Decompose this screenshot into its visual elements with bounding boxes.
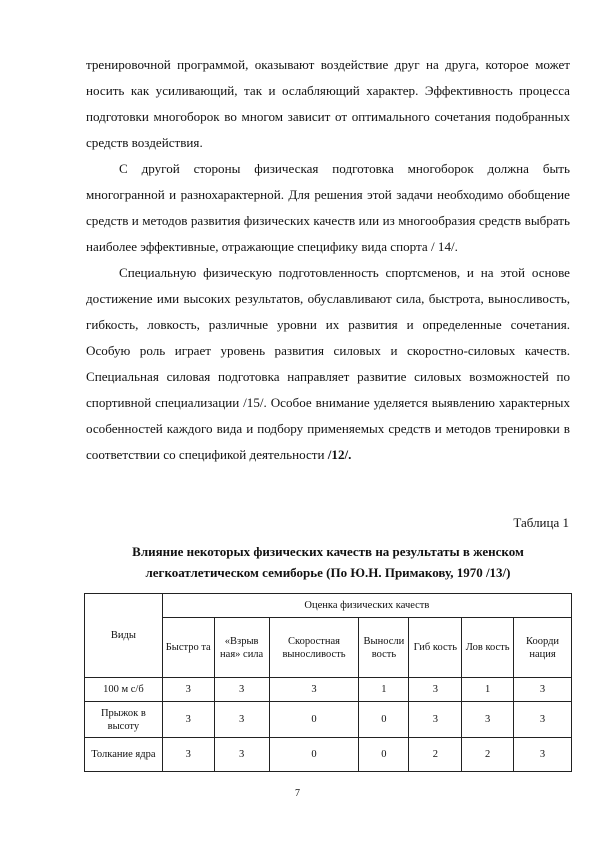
header-speed: Быстро та	[162, 618, 214, 678]
table-cell: 3	[269, 678, 359, 702]
header-explosive-strength: «Взрыв ная» сила	[214, 618, 269, 678]
paragraph-3-text: Специальную физическую подготовленность спортсменов, и на этой основе достижение ими высоких результатов, обуславливают сила, быстрота, выносливость, гибкость, ловкость, различные уровни их развития и определенные сочетания. Особую роль играет уровень развития силовых и скоростно-силовых качеств. Специальная силовая подготовка направляет развитие силовых возможностей по спортивной специализации /15/. Особое внимание уделяется выявлению характерных особенностей каждого вида и подбору применяемых средств и методов тренировки в соответствии со спецификой деятельности	[86, 265, 570, 462]
table-cell: 0	[269, 738, 359, 772]
paragraph-2: С другой стороны физическая подготовка многоборок должна быть многогранной и разнохарактерной. Для решения этой задачи необходимо обобщение средств и методов развития физических качеств или из многообразия средств выбрать наиболее эффективные, отражающие специфику вида спорта / 14/.	[86, 161, 570, 254]
header-speed-endurance: Скоростная выносливость	[269, 618, 359, 678]
table-cell: 0	[359, 702, 409, 738]
table-cell: 2	[462, 738, 514, 772]
paragraph-1: тренировочной программой, оказывают воздействие друг на друга, которое может носить как усиливающий, так и ослабляющий характер. Эффективность процесса подготовки многоборок во многом зависит от оптимального сочетания подобранных средств воздействия.	[86, 57, 570, 150]
paragraph-3-reference: /12/.	[327, 447, 352, 462]
body-text	[86, 52, 570, 468]
header-flexibility: Гиб кость	[409, 618, 462, 678]
qualities-table	[84, 593, 572, 772]
header-agility: Лов кость	[462, 618, 514, 678]
page-number: 7	[295, 788, 300, 799]
table-cell: 3	[162, 738, 214, 772]
row-name: Толкание ядра	[85, 738, 163, 772]
row-name: Прыжок в высоту	[85, 702, 163, 738]
table-cell: 0	[269, 702, 359, 738]
table-cell: 3	[162, 678, 214, 702]
table-header-row	[85, 594, 572, 618]
header-group: Оценка физических качеств	[162, 594, 571, 618]
header-vidy: Виды	[85, 594, 163, 678]
table-cell: 1	[359, 678, 409, 702]
table-cell: 3	[214, 678, 269, 702]
table-row	[85, 702, 572, 738]
table-cell: 3	[162, 702, 214, 738]
header-endurance: Выносли вость	[359, 618, 409, 678]
table-cell: 3	[214, 738, 269, 772]
row-name: 100 м с/б	[85, 678, 163, 702]
paragraph-3	[86, 260, 570, 468]
table-cell: 3	[514, 678, 572, 702]
table-cell: 3	[214, 702, 269, 738]
table-cell: 3	[409, 678, 462, 702]
table-row	[85, 738, 572, 772]
table-cell: 3	[409, 702, 462, 738]
table-cell: 0	[359, 738, 409, 772]
table-cell: 3	[462, 702, 514, 738]
table-title: Влияние некоторых физических качеств на результаты в женском легкоатлетическом семиборье (По Ю.Н. Примакову, 1970 /13/)	[132, 544, 524, 580]
table-cell: 1	[462, 678, 514, 702]
table-cell: 3	[514, 738, 572, 772]
header-coordination: Коорди нация	[514, 618, 572, 678]
table-cell: 3	[514, 702, 572, 738]
table-cell: 2	[409, 738, 462, 772]
table-row	[85, 678, 572, 702]
table-caption: Таблица 1	[513, 515, 569, 530]
